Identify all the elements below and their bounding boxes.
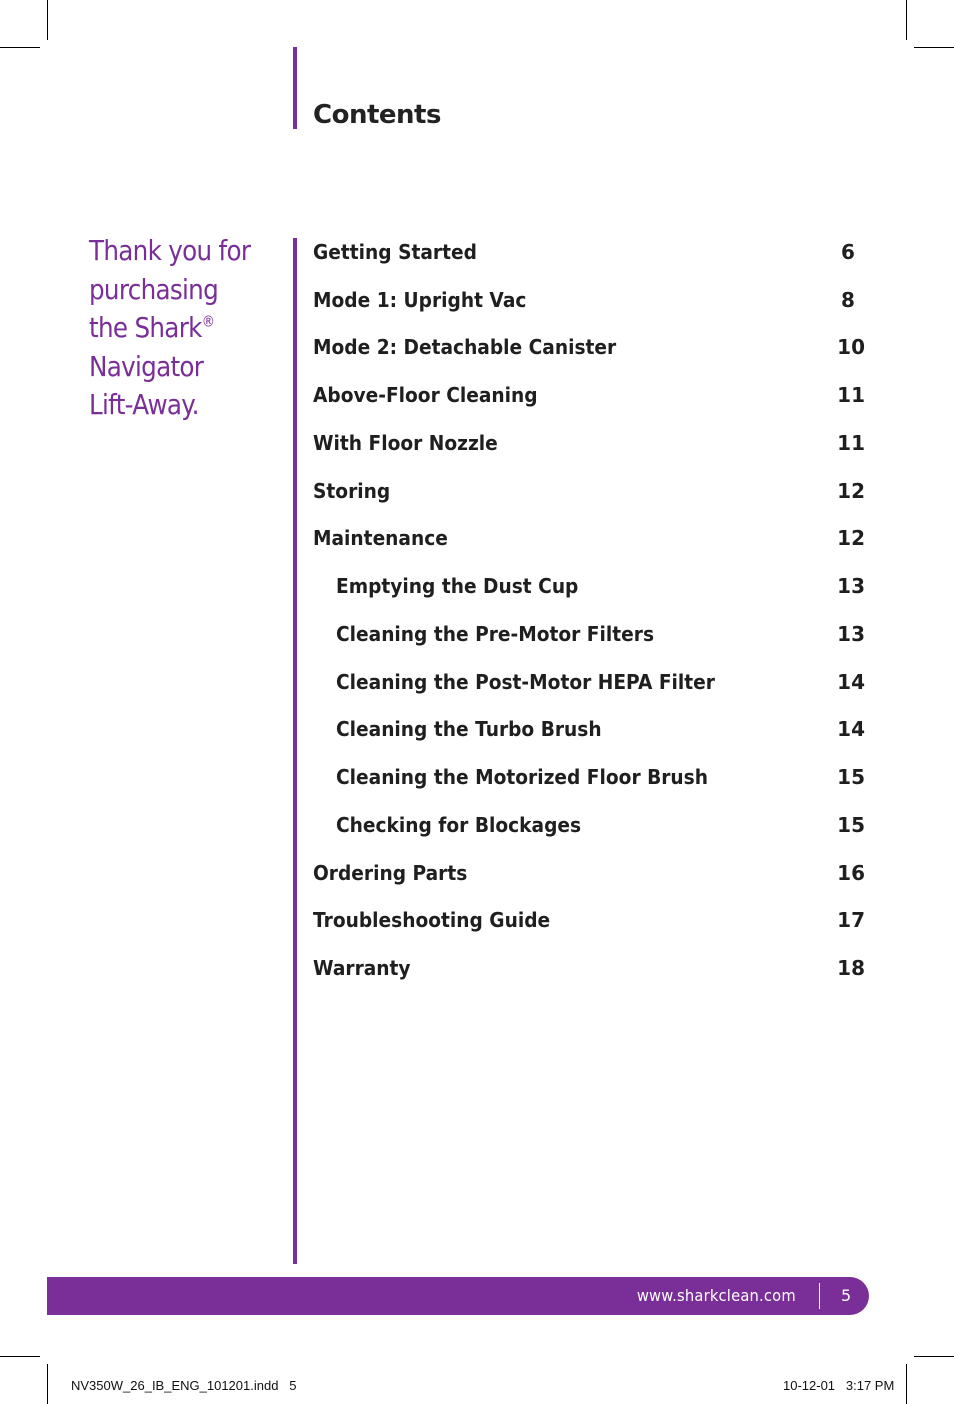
thank-you-message <box>89 232 256 425</box>
print-slug-file: NV350W_26_IB_ENG_101201.indd 5 <box>71 1378 297 1393</box>
toc-entry-page: 10 <box>837 335 865 360</box>
toc-entry-label: Maintenance <box>313 526 448 551</box>
toc-entry-page: 13 <box>837 621 865 646</box>
toc-accent-rule <box>293 238 297 1264</box>
toc-entry-page: 14 <box>837 669 865 694</box>
toc-entry[interactable] <box>313 610 865 658</box>
toc-entry[interactable] <box>313 897 865 945</box>
thank-you-line: the Shark <box>89 311 202 344</box>
toc-entry-page: 15 <box>837 812 865 837</box>
print-slug-datetime: 10-12-01 3:17 PM <box>783 1378 895 1393</box>
toc-entry[interactable] <box>313 658 865 706</box>
toc-entry-label: Getting Started <box>313 239 477 264</box>
toc-entry-page: 11 <box>837 383 865 408</box>
toc-entry-page: 15 <box>837 765 865 790</box>
toc-entry[interactable] <box>313 515 865 563</box>
page-title: Contents <box>313 100 441 130</box>
toc-entry-label: Storing <box>313 478 391 503</box>
toc-entry-page: 17 <box>837 908 865 933</box>
title-accent-rule <box>293 47 297 129</box>
footer-divider <box>819 1283 820 1309</box>
toc-entry-label: Mode 1: Upright Vac <box>313 287 527 312</box>
crop-mark <box>47 0 48 40</box>
footer-url[interactable]: www.sharkclean.com <box>636 1286 796 1305</box>
crop-mark <box>914 47 954 48</box>
toc-entry[interactable] <box>313 562 865 610</box>
toc-entry-page: 6 <box>841 239 855 264</box>
toc-entry-page: 13 <box>837 574 865 599</box>
crop-mark <box>0 1356 40 1357</box>
toc-entry-page: 12 <box>837 526 865 551</box>
toc-entry-label: Emptying the Dust Cup <box>336 574 579 599</box>
toc-entry-page: 16 <box>837 860 865 885</box>
toc-entry-page: 11 <box>837 430 865 455</box>
crop-mark <box>0 47 40 48</box>
crop-mark <box>914 1356 954 1357</box>
thank-you-line: Thank you for <box>89 234 251 267</box>
toc-entry-label: Checking for Blockages <box>336 812 582 837</box>
toc-entry[interactable] <box>313 276 865 324</box>
toc-entry[interactable] <box>313 801 865 849</box>
toc-entry[interactable] <box>313 324 865 372</box>
toc-entry-page: 18 <box>837 956 865 981</box>
page-number: 5 <box>841 1286 852 1305</box>
toc-entry-label: Cleaning the Pre-Motor Filters <box>336 621 655 646</box>
crop-mark <box>906 0 907 40</box>
table-of-contents <box>313 228 865 992</box>
toc-entry-label: Cleaning the Turbo Brush <box>336 717 602 742</box>
toc-entry-page: 14 <box>837 717 865 742</box>
toc-entry-label: With Floor Nozzle <box>313 430 498 455</box>
toc-entry-page: 8 <box>841 287 855 312</box>
toc-entry-label: Mode 2: Detachable Canister <box>313 335 617 360</box>
crop-mark <box>906 1364 907 1404</box>
toc-entry[interactable] <box>313 467 865 515</box>
toc-entry[interactable] <box>313 228 865 276</box>
toc-entry[interactable] <box>313 419 865 467</box>
toc-entry[interactable] <box>313 849 865 897</box>
registered-mark: ® <box>201 312 215 331</box>
toc-entry[interactable] <box>313 944 865 992</box>
toc-entry-label: Troubleshooting Guide <box>313 908 551 933</box>
toc-entry-label: Warranty <box>313 956 411 981</box>
toc-entry-label: Above-Floor Cleaning <box>313 383 538 408</box>
toc-entry-label: Cleaning the Post-Motor HEPA Filter <box>336 669 715 694</box>
toc-entry[interactable] <box>313 753 865 801</box>
toc-entry-label: Ordering Parts <box>313 860 468 885</box>
toc-entry-label: Cleaning the Motorized Floor Brush <box>336 765 708 790</box>
crop-mark <box>47 1364 48 1404</box>
thank-you-line: Lift-Away. <box>89 388 199 421</box>
footer-bar <box>47 1277 869 1315</box>
toc-entry-page: 12 <box>837 478 865 503</box>
thank-you-line: Navigator <box>89 349 204 383</box>
toc-entry[interactable] <box>313 371 865 419</box>
toc-entry[interactable] <box>313 706 865 754</box>
thank-you-line: purchasing <box>89 272 219 306</box>
